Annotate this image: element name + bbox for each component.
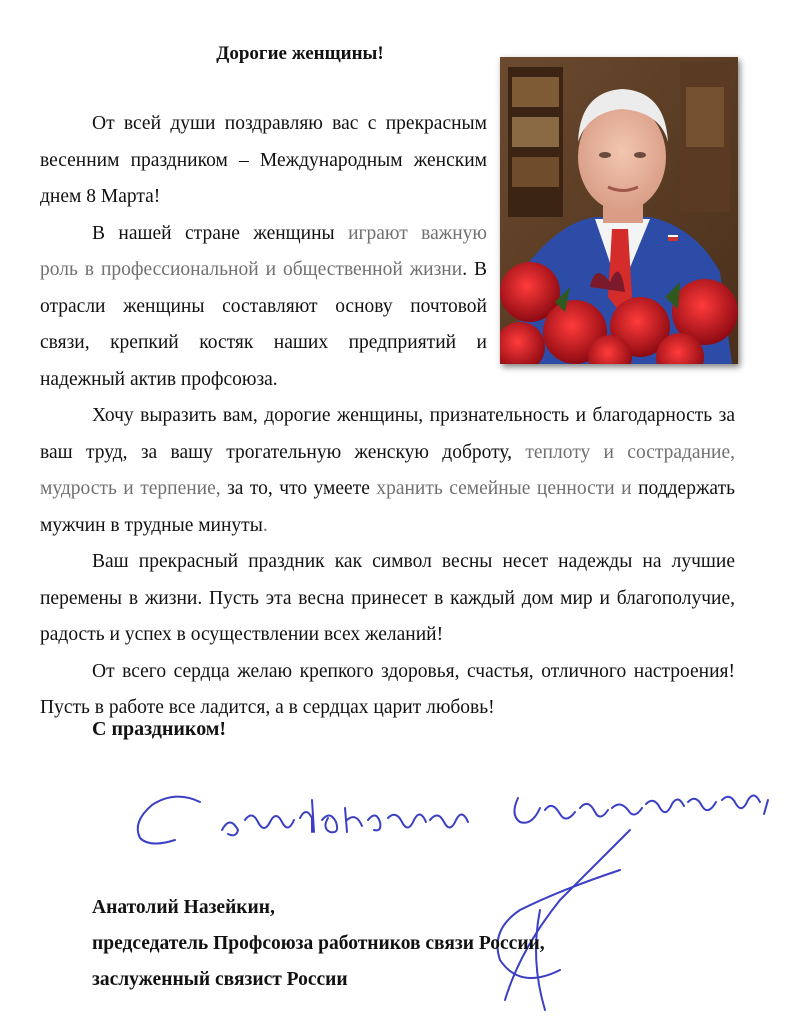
- p2-text-d: . В отрасли женщины составляют основу почтовой связи, крепкий костяк наших предприятий и надежный актив профсоюза.: [40, 259, 488, 390]
- body-text: [40, 398, 735, 727]
- paragraph-1: От всей души поздравляю вас с прекрасным весенним праздником – Международным женским днем 8 Марта!: [40, 113, 487, 207]
- portrait-photo: [500, 57, 738, 364]
- signer-position: председатель Профсоюза работников связи России,: [92, 933, 545, 954]
- signature-block: [92, 890, 545, 998]
- intro-text: [40, 106, 487, 398]
- paragraph-3: [40, 398, 735, 544]
- p3-text-c: за то, что умеете: [220, 478, 377, 499]
- paragraph-5: От всего сердца желаю крепкого здоровья, счастья, отличного настроения! Пусть в работе все ладится, а в сердцах царит любовь!: [40, 660, 735, 718]
- handwritten-note-text: С глубоким уважением,: [0, 760, 11, 761]
- p3-text-f: .: [262, 514, 268, 536]
- p2-text-a: В нашей стране: [92, 222, 254, 244]
- signer-title: заслуженный связист России: [92, 969, 348, 990]
- p3-text-b: теплоту и сострадание, мудрость и терпение,: [40, 441, 735, 499]
- letter-title: Дорогие женщины!: [216, 43, 384, 64]
- paragraph-4: Ваш прекрасный праздник как символ весны несет надежды на лучшие перемены в жизни. Пусть эта весна принесет в каждый дом мир и благополучие, радость и успех в осуществлении всех желаний!: [40, 551, 735, 645]
- p3-text-d: хранить семейные ценности и: [376, 478, 632, 499]
- p2-text-b: женщины: [253, 222, 335, 244]
- greeting: С праздником!: [92, 718, 227, 740]
- p2-text-c: играют важную роль в профессиональной и общественной жизни: [40, 222, 487, 280]
- paragraph-2: [40, 216, 487, 399]
- p3-text-a: Хочу выразить вам, дорогие женщины, признательность и благодарность за ваш труд, за вашу трогательную женскую доброту,: [40, 405, 735, 463]
- p3-text-e: поддержать мужчин в трудные минуты: [40, 478, 735, 536]
- signer-name: Анатолий Назейкин,: [92, 897, 275, 918]
